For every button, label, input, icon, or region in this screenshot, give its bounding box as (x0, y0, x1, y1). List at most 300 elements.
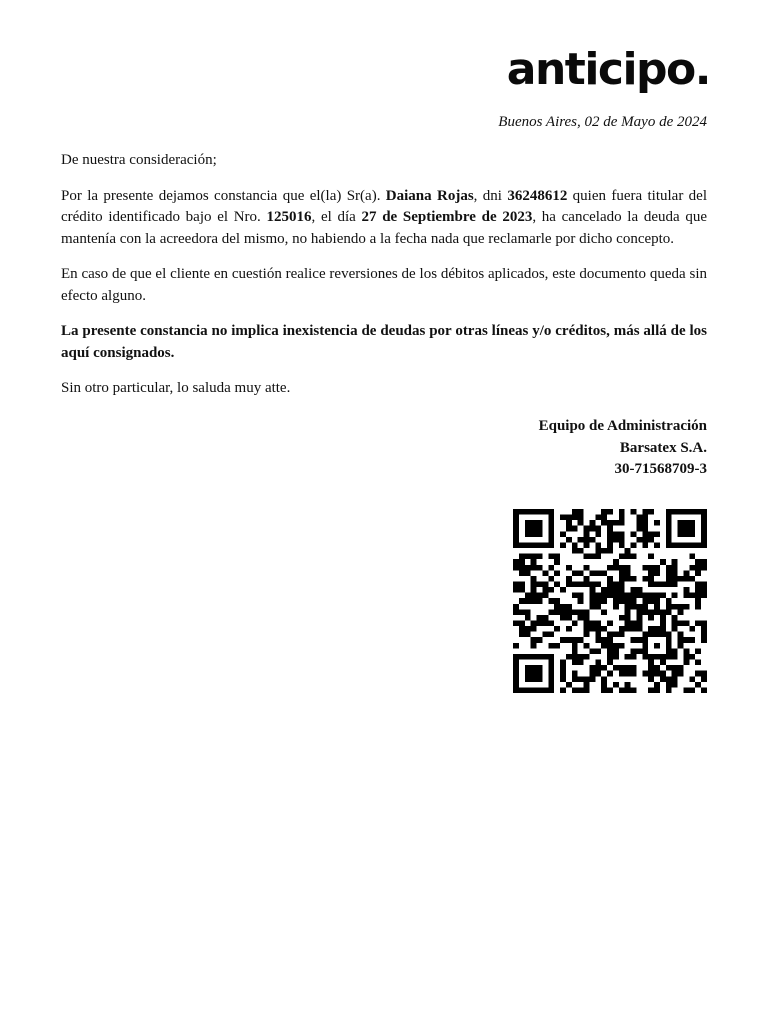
qr-module (560, 515, 566, 521)
qr-module (560, 587, 566, 593)
qr-module (636, 604, 642, 610)
qr-module (554, 604, 560, 610)
qr-module (672, 621, 678, 627)
qr-module (589, 593, 595, 599)
qr-module (648, 593, 654, 599)
qr-module (613, 598, 619, 604)
qr-module (519, 542, 525, 548)
qr-module (519, 687, 525, 693)
qr-module (672, 676, 678, 682)
qr-module (519, 509, 525, 515)
qr-module (648, 598, 654, 604)
qr-module (666, 570, 672, 576)
qr-module (513, 621, 519, 627)
qr-module (689, 554, 695, 560)
qr-module (619, 531, 625, 537)
qr-module (625, 576, 631, 582)
qr-module (660, 632, 666, 638)
client-name: Daiana Rojas (385, 187, 474, 204)
qr-module (578, 520, 584, 526)
qr-module (672, 542, 678, 548)
qr-module (619, 687, 625, 693)
qr-module (631, 554, 637, 560)
qr-module (572, 648, 578, 654)
qr-module (672, 665, 678, 671)
qr-module (525, 626, 531, 632)
qr-module (542, 632, 548, 638)
qr-module (619, 615, 625, 621)
qr-module (619, 632, 625, 638)
qr-module (548, 632, 554, 638)
qr-module (683, 637, 689, 643)
qr-module (654, 520, 660, 526)
qr-module (695, 559, 701, 565)
qr-module (525, 542, 531, 548)
qr-module (701, 687, 707, 693)
qr-module (689, 676, 695, 682)
qr-module (613, 654, 619, 660)
qr-module (607, 587, 613, 593)
qr-module (531, 637, 537, 643)
qr-module (631, 576, 637, 582)
qr-module (648, 537, 654, 543)
qr-module (636, 637, 642, 643)
signature-cuit: 30-71568709-3 (614, 461, 707, 477)
qr-module (589, 587, 595, 593)
qr-module (607, 509, 613, 515)
qr-module (537, 676, 543, 682)
qr-module (683, 621, 689, 627)
qr-module (572, 621, 578, 627)
qr-module (666, 637, 672, 643)
qr-module (648, 687, 654, 693)
qr-module (595, 665, 601, 671)
paragraph-reversal: En caso de que el cliente en cuestión realice reversiones de los débitos aplicados, este documento queda sin efecto alguno. (61, 266, 707, 304)
qr-module (572, 654, 578, 660)
qr-module (636, 537, 642, 543)
qr-module (654, 581, 660, 587)
qr-module (513, 509, 519, 515)
qr-module (636, 626, 642, 632)
qr-module (525, 509, 531, 515)
qr-module (689, 526, 695, 532)
qr-module (525, 609, 531, 615)
qr-module (683, 520, 689, 526)
qr-module (625, 548, 631, 554)
qr-module (672, 648, 678, 654)
qr-module (654, 531, 660, 537)
qr-module (701, 637, 707, 643)
qr-module (678, 643, 684, 649)
qr-module (619, 570, 625, 576)
qr-module (654, 671, 660, 677)
qr-module (519, 654, 525, 660)
qr-module (595, 581, 601, 587)
qr-module (625, 654, 631, 660)
qr-module (631, 665, 637, 671)
qr-module (666, 531, 672, 537)
qr-module (584, 687, 590, 693)
qr-module (595, 570, 601, 576)
qr-module (683, 654, 689, 660)
qr-module (695, 565, 701, 571)
qr-module (631, 687, 637, 693)
qr-module (607, 581, 613, 587)
qr-module (654, 598, 660, 604)
qr-module (560, 665, 566, 671)
qr-module (625, 621, 631, 627)
qr-module (572, 542, 578, 548)
qr-module (625, 604, 631, 610)
qr-module (666, 581, 672, 587)
qr-module (660, 676, 666, 682)
qr-module (648, 570, 654, 576)
qr-module (695, 587, 701, 593)
qr-module (642, 531, 648, 537)
qr-module (625, 554, 631, 560)
qr-module (625, 570, 631, 576)
qr-module (566, 604, 572, 610)
qr-module (537, 554, 543, 560)
qr-module (619, 665, 625, 671)
qr-module (531, 587, 537, 593)
qr-module (683, 660, 689, 666)
qr-module (619, 515, 625, 521)
qr-module (601, 682, 607, 688)
qr-module (689, 509, 695, 515)
qr-module (548, 609, 554, 615)
qr-module (595, 548, 601, 554)
qr-module (548, 537, 554, 543)
qr-module (648, 632, 654, 638)
qr-module (584, 576, 590, 582)
qr-module (678, 665, 684, 671)
qr-module (584, 621, 590, 627)
qr-module (660, 615, 666, 621)
qr-module (601, 687, 607, 693)
qr-module (672, 604, 678, 610)
qr-module (584, 632, 590, 638)
signature-block (539, 416, 707, 481)
qr-module (584, 682, 590, 688)
qr-module (595, 671, 601, 677)
qr-module (595, 526, 601, 532)
qr-module (531, 671, 537, 677)
qr-module (666, 598, 672, 604)
qr-module (683, 531, 689, 537)
qr-module (601, 598, 607, 604)
qr-module (578, 687, 584, 693)
qr-module (513, 565, 519, 571)
qr-module (607, 671, 613, 677)
qr-module (613, 643, 619, 649)
qr-module (625, 665, 631, 671)
qr-module (683, 576, 689, 582)
qr-module (683, 509, 689, 515)
qr-module (554, 570, 560, 576)
client-dni: 36248612 (507, 187, 568, 204)
qr-module (672, 559, 678, 565)
date-line: Buenos Aires, 02 de Mayo de 2024 (498, 114, 707, 130)
qr-module (589, 554, 595, 560)
qr-module (695, 509, 701, 515)
qr-module (619, 576, 625, 582)
qr-module (654, 593, 660, 599)
qr-module (607, 643, 613, 649)
qr-module (654, 626, 660, 632)
p1-text-1: Por la presente dejamos constancia que el(la) Sr(a). (61, 187, 386, 204)
qr-module (648, 660, 654, 666)
qr-module (584, 526, 590, 532)
qr-module (660, 660, 666, 666)
qr-module (625, 682, 631, 688)
qr-module (589, 537, 595, 543)
p1-text-2: , dni (473, 187, 508, 204)
qr-module (572, 637, 578, 643)
qr-module (554, 609, 560, 615)
qr-module (660, 671, 666, 677)
qr-module (531, 531, 537, 537)
qr-module (566, 520, 572, 526)
qr-module (672, 615, 678, 621)
qr-module (619, 671, 625, 677)
qr-module (601, 676, 607, 682)
qr-module (666, 676, 672, 682)
qr-module (566, 615, 572, 621)
qr-module (542, 542, 548, 548)
qr-module (542, 687, 548, 693)
qr-module (683, 587, 689, 593)
qr-module (648, 626, 654, 632)
qr-module (601, 520, 607, 526)
qr-module (607, 654, 613, 660)
qr-module (572, 671, 578, 677)
qr-module (537, 526, 543, 532)
qr-module (560, 676, 566, 682)
qr-module (689, 687, 695, 693)
qr-module (595, 531, 601, 537)
qr-module (701, 526, 707, 532)
qr-module (531, 643, 537, 649)
qr-module (666, 520, 672, 526)
qr-module (654, 687, 660, 693)
qr-module (660, 626, 666, 632)
qr-module (531, 621, 537, 627)
qr-module (566, 576, 572, 582)
qr-module (613, 531, 619, 537)
qr-module (619, 565, 625, 571)
qr-module (548, 565, 554, 571)
qr-module (642, 565, 648, 571)
qr-module (537, 621, 543, 627)
qr-module (554, 581, 560, 587)
qr-module (607, 648, 613, 654)
qr-module (654, 609, 660, 615)
qr-module (642, 593, 648, 599)
p1-text-5: , ha cancelado la deuda que mantenía con la acreedora del mismo, no habiendo a la fecha nada que reclamarle por dicho concepto. (61, 209, 707, 247)
qr-module (537, 531, 543, 537)
qr-module (642, 637, 648, 643)
qr-module (554, 554, 560, 560)
qr-module (678, 621, 684, 627)
qr-module (601, 515, 607, 521)
qr-module (525, 671, 531, 677)
qr-module (513, 587, 519, 593)
qr-module (613, 665, 619, 671)
qr-module (631, 648, 637, 654)
qr-module (683, 570, 689, 576)
qr-module (572, 509, 578, 515)
qr-module (654, 643, 660, 649)
qr-module (683, 648, 689, 654)
qr-module (683, 593, 689, 599)
qr-module (513, 559, 519, 565)
qr-module (666, 687, 672, 693)
qr-module (701, 621, 707, 627)
qr-module (636, 648, 642, 654)
qr-module (695, 660, 701, 666)
qr-module (678, 542, 684, 548)
qr-module (695, 648, 701, 654)
qr-module (531, 526, 537, 532)
qr-module (678, 509, 684, 515)
qr-module (701, 515, 707, 521)
qr-module (584, 643, 590, 649)
qr-module (654, 682, 660, 688)
qr-module (572, 515, 578, 521)
qr-module (531, 565, 537, 571)
qr-module (666, 526, 672, 532)
qr-module (654, 654, 660, 660)
qr-module (695, 581, 701, 587)
qr-module (678, 604, 684, 610)
qr-module (531, 520, 537, 526)
qr-module (701, 559, 707, 565)
qr-module (619, 554, 625, 560)
qr-module (525, 598, 531, 604)
qr-module (625, 687, 631, 693)
qr-module (678, 526, 684, 532)
qr-module (631, 621, 637, 627)
qr-module (595, 598, 601, 604)
qr-module (578, 615, 584, 621)
qr-module (631, 509, 637, 515)
qr-module (513, 542, 519, 548)
qr-module (619, 587, 625, 593)
qr-module (701, 626, 707, 632)
qr-module (513, 604, 519, 610)
qr-module (648, 615, 654, 621)
qr-module (695, 542, 701, 548)
qr-module (531, 687, 537, 693)
qr-module (519, 565, 525, 571)
qr-module (672, 570, 678, 576)
qr-module (666, 565, 672, 571)
qr-module (531, 509, 537, 515)
qr-module (601, 548, 607, 554)
qr-module (537, 665, 543, 671)
qr-module (513, 609, 519, 615)
qr-module (660, 559, 666, 565)
qr-module (513, 687, 519, 693)
qr-module (566, 565, 572, 571)
qr-module (625, 598, 631, 604)
qr-module (525, 570, 531, 576)
letter-body (61, 150, 707, 414)
qr-module (642, 632, 648, 638)
qr-module (578, 537, 584, 543)
qr-module (601, 665, 607, 671)
qr-module (584, 609, 590, 615)
qr-module (589, 676, 595, 682)
qr-module (531, 626, 537, 632)
qr-module (607, 593, 613, 599)
qr-module (636, 526, 642, 532)
qr-module (619, 542, 625, 548)
qr-module (636, 593, 642, 599)
qr-module (513, 654, 519, 660)
qr-module (531, 581, 537, 587)
qr-module (560, 615, 566, 621)
qr-module (666, 537, 672, 543)
qr-module (578, 660, 584, 666)
qr-module (660, 621, 666, 627)
qr-module (519, 598, 525, 604)
qr-module (672, 576, 678, 582)
qr-module (548, 531, 554, 537)
qr-module (513, 581, 519, 587)
qr-module (695, 570, 701, 576)
qr-module (531, 676, 537, 682)
qr-module (560, 637, 566, 643)
qr-module (601, 637, 607, 643)
qr-module (648, 609, 654, 615)
qr-module (689, 626, 695, 632)
qr-module (537, 565, 543, 571)
qr-module (519, 581, 525, 587)
qr-module (513, 665, 519, 671)
qr-module (695, 593, 701, 599)
qr-module (578, 570, 584, 576)
qr-module (642, 515, 648, 521)
qr-module (548, 671, 554, 677)
qr-module (654, 604, 660, 610)
qr-module (625, 671, 631, 677)
qr-module (578, 581, 584, 587)
qr-module (589, 581, 595, 587)
qr-module (642, 654, 648, 660)
qr-module (519, 570, 525, 576)
qr-module (513, 676, 519, 682)
qr-module (619, 593, 625, 599)
p1-text-4: , el día (311, 209, 362, 225)
qr-module (531, 559, 537, 565)
qr-module (689, 531, 695, 537)
qr-module (548, 687, 554, 693)
qr-module (631, 654, 637, 660)
qr-module (689, 565, 695, 571)
qr-module (619, 537, 625, 543)
qr-module (672, 671, 678, 677)
qr-module (589, 570, 595, 576)
qr-module (554, 598, 560, 604)
credit-number: 125016 (266, 209, 312, 225)
qr-module (607, 531, 613, 537)
qr-module (548, 520, 554, 526)
qr-module (666, 609, 672, 615)
qr-module (513, 537, 519, 543)
paragraph-disclaimer: La presente constancia no implica inexistencia de deudas por otras líneas y/o créditos, más allá de los aquí consignados. (61, 323, 707, 361)
